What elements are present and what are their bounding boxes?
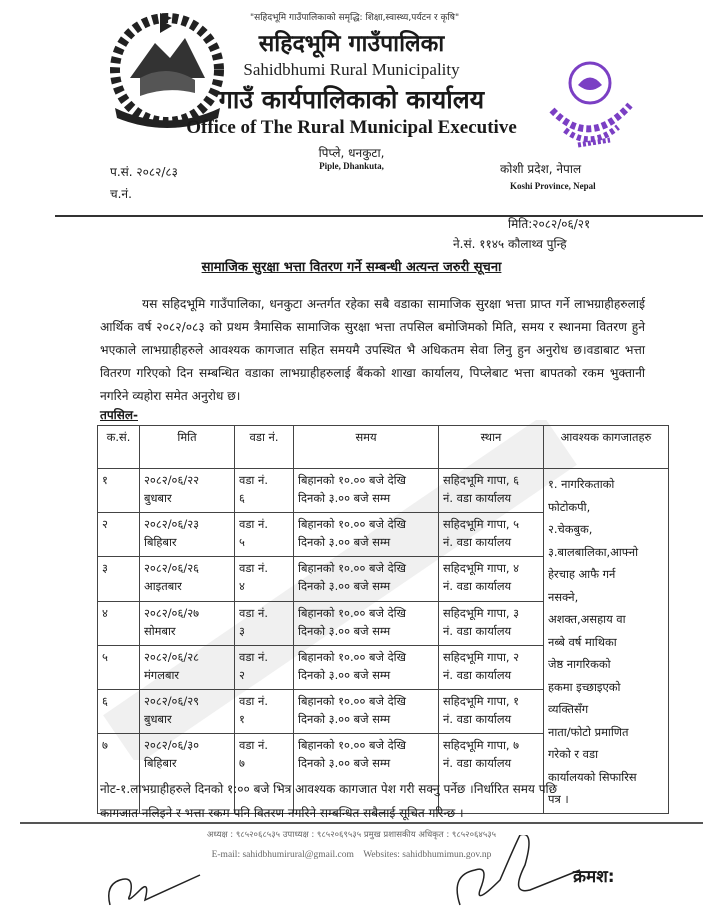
place-cell: [439, 513, 544, 557]
required-documents-cell: [544, 469, 669, 814]
header-divider: [55, 215, 703, 217]
document-line: हकमा इच्छाइएको: [548, 679, 621, 694]
date-value: २०८२/०६/२९: [144, 694, 200, 709]
date-cell: [140, 645, 235, 689]
place-line2: नं. वडा कार्यालय: [443, 491, 512, 505]
ward-label: वडा नं.: [239, 605, 268, 620]
serial-cell: ३: [98, 557, 140, 601]
ward-number: ३: [239, 623, 245, 638]
end-time: दिनको ३.०० बजे सम्म: [298, 756, 391, 771]
day-value: मंगलबार: [144, 667, 180, 682]
time-cell: [294, 601, 439, 645]
start-time: बिहानको १०.०० बजे देखि: [298, 473, 406, 487]
document-line: नसक्ने,: [548, 589, 579, 604]
email-label: E-mail:: [211, 850, 241, 860]
column-header-ward: वडा नं.: [235, 426, 294, 469]
signature-left-icon: [100, 870, 210, 910]
start-time: बिहानको १०.०० बजे देखि: [298, 694, 406, 709]
day-value: बुधबार: [144, 712, 172, 727]
start-time: बिहानको १०.०० बजे देखि: [298, 738, 406, 753]
date-value: २०८२/०६/२८: [144, 649, 200, 664]
office-name-english: Office of The Rural Municipal Executive: [186, 117, 517, 138]
schedule-label: तपसिल-: [100, 408, 138, 422]
ward-number: २: [239, 667, 245, 682]
ward-cell: [235, 513, 294, 557]
note-line1: नोट-१.लाभग्राहीहरुले दिनको १:०० बजे भित्र आवश्यक कागजात पेश गरी सक्नु पर्नेछ ।निर्धारित समय पछि: [100, 782, 558, 796]
notice-note: [100, 777, 660, 825]
time-cell: [294, 645, 439, 689]
document-line: अशक्त,असहाय वा: [548, 612, 626, 626]
footer-divider: [20, 822, 703, 824]
start-time: बिहानको १०.०० बजे देखि: [298, 605, 406, 620]
column-header-time: समय: [294, 426, 439, 469]
date-cell: [140, 690, 235, 734]
distribution-schedule-table: [97, 425, 669, 814]
document-line: जेष्ठ नागरिकको: [548, 657, 611, 671]
start-time: बिहानको १०.०० बजे देखि: [298, 649, 406, 664]
place-line2: नं. वडा कार्यालय: [443, 623, 512, 638]
table-row: [98, 469, 669, 513]
serial-cell: ६: [98, 690, 140, 734]
place-line2: नं. वडा कार्यालय: [443, 535, 512, 550]
ward-label: वडा नं.: [239, 561, 268, 576]
place-line1: सहिदभूमि गापा, ५: [443, 517, 520, 532]
place-line2: नं. वडा कार्यालय: [443, 712, 512, 727]
ward-cell: [235, 557, 294, 601]
place-line1: सहिदभूमि गापा, ७: [443, 738, 520, 753]
date-cell: [140, 469, 235, 513]
document-line: फोटोकपी,: [548, 499, 591, 514]
day-value: बिहिबार: [144, 756, 177, 771]
notice-body: यस सहिदभूमि गाउँपालिका, धनकुटा अन्तर्गत रहेका सबै वडाका सामाजिक सुरक्षा भत्ता प्राप्त गर्ने लाभग्राहीहरुलाई आर्थिक वर्ष २०८२/०८३ को प्रथम त्रैमासिक सामाजिक सुरक्षा भत्ता तपसिल बमोजिमको मिति, समय र स्थानमा वितरण हुने भएकाले लाभग्राहीहरुले आवश्यक कागजात सहित समयमै उपस्थित भै अधिकतम सेवा लिनु हुन अनुरोध छ।वडाबाट भत्ता वितरण गरिएको दिन सम्बन्धित वडाका लाभग्राहीहरुलाई बैंकको शाखा कार्यालय, पिप्लेबाट भत्ता बापतको रकम भुक्तानी नगरिने व्यहोरा समेत अनुरोध छ।: [100, 297, 645, 403]
document-line: पत्र ।: [548, 792, 569, 806]
ward-number: १: [239, 712, 245, 727]
column-header-serial: क.सं.: [98, 426, 140, 469]
document-line: २.चेकबुक,: [548, 522, 593, 536]
continued-label: क्रमश:: [573, 867, 615, 887]
place-line1: सहिदभूमि गापा, ६: [443, 473, 520, 487]
place-cell: [439, 469, 544, 513]
date-value: २०८२/०६/२२: [144, 473, 200, 487]
municipality-motto: "सहिदभूमि गाउँपालिकाको समृद्धि: शिक्षा,स्वास्थ्य,पर्यटन र कृषि": [250, 13, 460, 23]
date-value: २०८२/०६/२७: [144, 605, 200, 620]
serial-cell: १: [98, 469, 140, 513]
end-time: दिनको ३.०० बजे सम्म: [298, 623, 391, 638]
notice-subject: सामाजिक सुरक्षा भत्ता वितरण गर्ने सम्बन्धी अत्यन्त जरुरी सूचना: [201, 260, 502, 275]
ward-cell: [235, 645, 294, 689]
document-line: गरेको र वडा: [548, 747, 599, 761]
end-time: दिनको ३.०० बजे सम्म: [298, 579, 391, 594]
note-line2: कागजात नलिइने र भत्ता रकम पनि वितरण नगरिने सम्बन्धित सबैलाई सूचित गरिन्छ ।: [100, 806, 464, 820]
letter-reference-number: प.सं. २०८२/८३: [110, 165, 178, 179]
end-time: दिनको ३.०० बजे सम्म: [298, 712, 391, 727]
ward-label: वडा नं.: [239, 473, 268, 487]
place-line1: सहिदभूमि गापा, १: [443, 694, 520, 709]
place-cell: [439, 557, 544, 601]
document-line: नब्बे वर्ष माथिका: [548, 634, 617, 649]
day-value: बुधबार: [144, 491, 172, 505]
column-header-place: स्थान: [439, 426, 544, 469]
office-seal-stamp-icon: [540, 55, 640, 155]
serial-cell: २: [98, 513, 140, 557]
ward-label: वडा नं.: [239, 517, 268, 532]
date-value: २०८२/०६/३०: [144, 738, 200, 753]
place-cell: [439, 690, 544, 734]
province-english: Koshi Province, Nepal: [510, 181, 596, 191]
day-value: आइतबार: [144, 579, 182, 594]
website-link[interactable]: sahidbhumimun.gov.np: [402, 850, 492, 860]
ward-label: वडा नं.: [239, 694, 268, 709]
start-time: बिहानको १०.०० बजे देखि: [298, 561, 406, 576]
day-value: बिहिबार: [144, 535, 177, 550]
document-line: व्यक्तिसँग: [548, 702, 589, 716]
document-line: कार्यालयको सिफारिस: [548, 769, 637, 784]
table-header-row: [98, 426, 669, 469]
date-value: २०८२/०६/२६: [144, 561, 200, 576]
ward-label: वडा नं.: [239, 649, 268, 664]
end-time: दिनको ३.०० बजे सम्म: [298, 535, 391, 550]
ward-number: ४: [239, 579, 245, 594]
serial-cell: ७: [98, 734, 140, 813]
address-english: Piple, Dhankuta,: [319, 161, 384, 171]
province-nepali: कोशी प्रदेश, नेपाल: [500, 162, 582, 176]
date-value: २०८२/०६/२३: [144, 517, 200, 532]
ward-number: ५: [239, 535, 245, 550]
dispatch-number: च.नं.: [110, 187, 132, 201]
start-time: बिहानको १०.०० बजे देखि: [298, 517, 406, 532]
place-cell: [439, 601, 544, 645]
ward-cell: [235, 601, 294, 645]
nepal-sambat-date: ने.सं. ११४५ कौलाथ्व पुन्हि: [453, 237, 567, 251]
column-header-date: मिति: [140, 426, 235, 469]
time-cell: [294, 557, 439, 601]
time-cell: [294, 513, 439, 557]
date-cell: [140, 513, 235, 557]
letter-date: मिति:२०८२/०६/२१: [508, 217, 591, 231]
ward-number: ७: [239, 756, 245, 771]
day-value: सोमबार: [144, 623, 176, 638]
place-line1: सहिदभूमि गापा, ३: [443, 605, 520, 620]
date-cell: [140, 601, 235, 645]
website-label: Websites:: [363, 850, 400, 860]
end-time: दिनको ३.०० बजे सम्म: [298, 491, 391, 505]
municipality-name-nepali: सहिदभूमि गाउँपालिका: [258, 31, 445, 57]
time-cell: [294, 469, 439, 513]
ward-cell: [235, 690, 294, 734]
document-line: नाता/फोटो प्रमाणित: [548, 724, 629, 739]
place-line1: सहिदभूमि गापा, ४: [443, 561, 520, 576]
ward-label: वडा नं.: [239, 738, 268, 753]
address-nepali: पिप्ले, धनकुटा,: [318, 146, 385, 160]
ward-number: ६: [239, 491, 245, 505]
place-line2: नं. वडा कार्यालय: [443, 579, 512, 594]
serial-cell: ४: [98, 601, 140, 645]
place-line1: सहिदभूमि गापा, २: [443, 649, 520, 664]
place-line2: नं. वडा कार्यालय: [443, 756, 512, 771]
email-link[interactable]: sahidbhumirural@gmail.com: [242, 850, 354, 860]
end-time: दिनको ३.०० बजे सम्म: [298, 667, 391, 682]
document-line: ३.बालबालिका,आफ्नो: [548, 544, 639, 559]
place-line2: नं. वडा कार्यालय: [443, 667, 512, 682]
place-cell: [439, 645, 544, 689]
ward-cell: [235, 469, 294, 513]
document-line: हेरचाह आफै गर्न: [548, 567, 616, 581]
contact-numbers: अध्यक्ष : ९८५२०६८५३५ उपाध्यक्ष : ९८५२०६९५३५ प्रमुख प्रशासकीय अधिकृत : ९८५२०६४५३५: [206, 830, 497, 840]
office-name-nepali: गाउँ कार्यपालिकाको कार्यालय: [218, 85, 485, 114]
column-header-documents: आवश्यक कागजातहरु: [544, 426, 669, 469]
serial-cell: ५: [98, 645, 140, 689]
municipality-name-english: Sahidbhumi Rural Municipality: [243, 60, 460, 79]
time-cell: [294, 690, 439, 734]
date-cell: [140, 557, 235, 601]
document-line: १. नागरिकताको: [548, 477, 615, 491]
